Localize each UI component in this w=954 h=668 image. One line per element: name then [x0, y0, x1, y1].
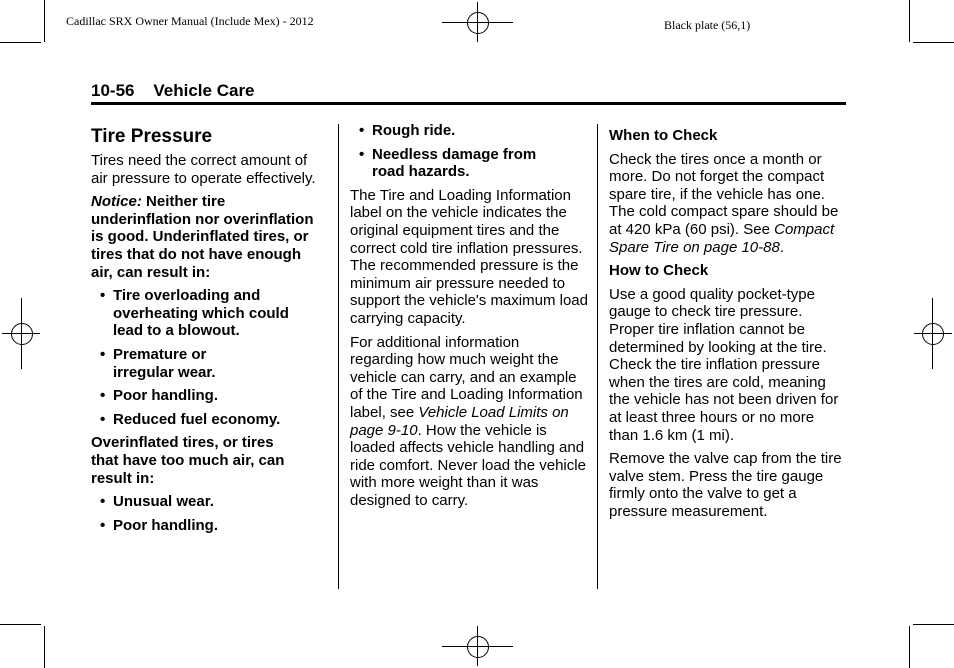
- section-name: Vehicle Care: [153, 81, 255, 100]
- notice-text: Neither tire underinflation nor overinflation is good. Underinflated tires, or tires that do not have enough air, can result in:: [91, 193, 314, 281]
- cross-reference-link[interactable]: Compact Spare Tire on page 10-88: [609, 220, 835, 256]
- header-rule: [91, 102, 846, 105]
- crop-mark: [44, 626, 45, 668]
- column-2: [350, 122, 590, 509]
- when-to-check-paragraph: Check the tires once a month or more. Do not forget the compact spare tire, if the vehicle has one. The cold compact spare should be at 420 kPa (60 psi). See Compact Spare Tire on page 10-88.: [609, 150, 839, 256]
- overinflation-paragraph: Overinflated tires, or tires that have too much air, can result in:: [91, 434, 285, 487]
- list-item: • Poor handling.: [91, 517, 321, 535]
- list-item: • Needless damage from road hazards.: [350, 146, 557, 181]
- column-1: [91, 126, 321, 534]
- list-item: • Premature or irregular wear.: [91, 346, 233, 381]
- how-to-check-paragraph: Use a good quality pocket-type gauge to check tire pressure. Proper tire inflation cannot be determined by looking at the tire. Check the tire inflation pressure when the tires are cold, meaning the vehicle has not been driven for at least three hours or no more than 1.6 km (1 mi).: [609, 285, 839, 444]
- section-header: [91, 81, 255, 101]
- intro-paragraph: Tires need the correct amount of air pressure to operate effectively.: [91, 152, 316, 187]
- loading-label-paragraph: The Tire and Loading Information label on the vehicle indicates the original equipment tires and the correct cold tire inflation pressures. The recommended pressure is the minimum air pressure needed to support the vehicle's maximum load carrying capacity.: [350, 186, 588, 327]
- crop-mark: [913, 42, 954, 43]
- notice-paragraph: [91, 193, 321, 281]
- list-item: • Tire overloading and overheating which could lead to a blowout.: [91, 287, 321, 340]
- cross-reference-link[interactable]: Vehicle Load Limits on page 9-10: [350, 403, 569, 439]
- column-3: [609, 127, 847, 520]
- crop-mark: [0, 624, 41, 625]
- page-number: 10-56: [91, 81, 135, 100]
- plate-label: Black plate (56,1): [664, 18, 751, 32]
- subheading-when-to-check: When to Check: [609, 127, 718, 144]
- list-item: • Rough ride.: [350, 122, 590, 140]
- list-item: • Unusual wear.: [91, 493, 321, 511]
- subheading-how-to-check: How to Check: [609, 262, 709, 280]
- column-divider: [597, 124, 598, 589]
- weight-paragraph: For additional information regarding how much weight the vehicle can carry, and an example of the Tire and Loading Information label, see Vehicle Load Limits on page 9-10. How the vehicle is loaded affects vehicle handling and ride comfort. Never load the vehicle with more weight than it was designed to carry.: [350, 333, 586, 509]
- list-item: • Reduced fuel economy.: [91, 411, 321, 429]
- crop-mark: [909, 626, 910, 668]
- column-divider: [338, 124, 339, 589]
- valve-cap-paragraph: Remove the valve cap from the tire valve stem. Press the tire gauge firmly onto the valve to get a pressure measurement.: [609, 450, 842, 520]
- notice-label: Notice:: [91, 193, 142, 211]
- crop-mark: [913, 624, 954, 625]
- list-item: • Poor handling.: [91, 387, 321, 405]
- crop-mark: [44, 0, 45, 42]
- crop-mark: [909, 0, 910, 42]
- document-title: Cadillac SRX Owner Manual (Include Mex) - 2012: [66, 14, 314, 28]
- page-title: Tire Pressure: [91, 126, 213, 147]
- crop-mark: [0, 42, 41, 43]
